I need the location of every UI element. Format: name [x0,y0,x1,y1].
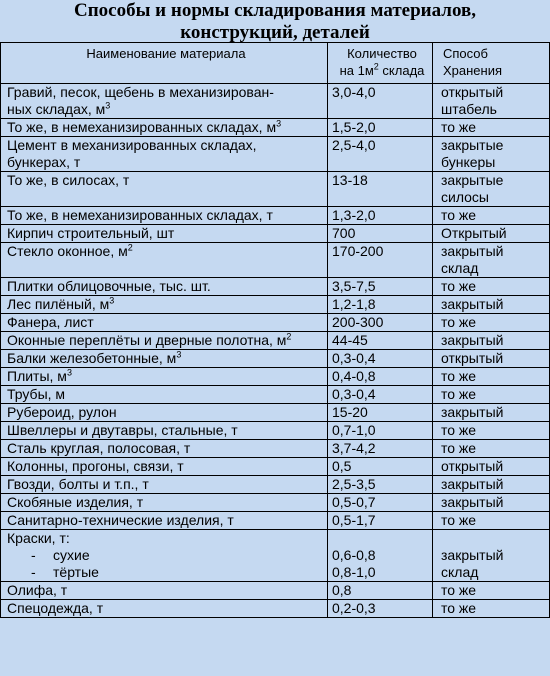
material-name: То же, в немеханизированных складах, т [7,207,273,223]
storage-method-cell [433,600,550,618]
table-row [1,386,550,404]
material-subitem [7,547,327,564]
material-name-cell [1,368,328,386]
material-name: Краски, т: [7,530,70,546]
material-name-cell [1,404,328,422]
material-name: Сталь круглая, полосовая, т [7,440,191,456]
table-row [1,296,550,314]
table-row [1,314,550,332]
storage-method-cell [433,404,550,422]
material-name: То же, в немеханизированных складах, $м^3$ [7,118,282,135]
material-name: Кирпич строительный, шт [7,225,175,241]
header-material-name: Наименование материала [1,43,328,84]
storage-method-cell [433,494,550,512]
table-row [1,350,550,368]
storage-method-cell [433,84,550,119]
quantity-cell: 1,5-2,0 [328,119,433,137]
storage-method-cell [433,172,550,207]
quantity-cell: 0,5-1,7 [328,512,433,530]
storage-method-cell [433,458,550,476]
title-line-1: Способы и нормы складирования материалов, [74,0,476,21]
table-row-paints [1,530,550,582]
table-row [1,494,550,512]
storage-method-cell [433,243,550,278]
quantity-cell: 3,7-4,2 [328,440,433,458]
header-quantity: Количество на $1м^2$ склада [328,43,433,84]
table-row [1,440,550,458]
storage-method: открытый [441,350,504,366]
storage-method: открытый [441,84,504,100]
storage-method-cell [433,278,550,296]
storage-method-cell [433,582,550,600]
material-name: Стекло оконное, $м^2$ [7,242,133,259]
quantity-cell [328,530,433,582]
table-row [1,243,550,278]
unit-exponent: 3 [176,349,182,360]
quantity-cell: 0,5-0,7 [328,494,433,512]
material-name: Санитарно-технические изделия, т [7,512,234,528]
storage-method: закрытые [441,172,504,188]
material-name: Плитки облицовочные, тыс. шт. [7,278,211,294]
quantity-cell: 2,5-4,0 [328,137,433,172]
storage-method-cell [433,119,550,137]
material-name: Плиты, $м^3$ [7,367,72,384]
storage-method-cell [433,440,550,458]
material-name-cell [1,530,328,582]
storage-method-cell [433,314,550,332]
material-name-cell [1,314,328,332]
material-name-cell [1,332,328,350]
storage-method: то же [441,386,477,402]
material-name-cell [1,386,328,404]
storage-method-continued: силосы [441,189,489,205]
material-name: Оконные переплёты и дверные полотна, $м^2$ [7,331,292,348]
material-name: Рубероид, рулон [7,404,117,420]
material-name-cell [1,422,328,440]
storage-method-cell [433,350,550,368]
quantity-cell: 0,4-0,8 [328,368,433,386]
unit-exponent: 3 [105,100,111,111]
storage-method-cell [433,332,550,350]
material-name-cell [1,207,328,225]
storage-method: то же [441,207,477,223]
material-name: Колонны, прогоны, связи, т [7,458,184,474]
storage-method: закрытый [441,404,504,420]
storage-method: открытый [441,458,504,474]
material-name-cell [1,476,328,494]
material-name-cell [1,350,328,368]
table-row [1,422,550,440]
quantity-cell: 1,3-2,0 [328,207,433,225]
table-row [1,476,550,494]
storage-method-cell [433,368,550,386]
quantity-cell: 1,2-1,8 [328,296,433,314]
storage-method: закрытый [441,243,504,259]
storage-method-continued: склад [441,564,479,580]
material-name: Спецодежда, т [7,600,104,616]
table-row [1,225,550,243]
quantity-cell: 44-45 [328,332,433,350]
quantity-cell: 170-200 [328,243,433,278]
quantity-cell: 13-18 [328,172,433,207]
page-title [0,0,550,42]
storage-norms-table [0,42,550,618]
material-name: То же, в силосах, т [7,172,130,188]
quantity-cell: 0,8 [328,582,433,600]
table-row [1,368,550,386]
quantity-cell: 0,2-0,3 [328,600,433,618]
storage-method: закрытый [441,494,504,510]
storage-method-cell [433,225,550,243]
table-row [1,332,550,350]
table-row [1,404,550,422]
storage-method-continued: бункеры [441,154,496,170]
table-row [1,582,550,600]
table-row [1,458,550,476]
material-name: Олифа, т [7,582,68,598]
material-name: Скобяные изделия, т [7,494,144,510]
storage-method-continued: склад [441,260,479,276]
material-name-cell [1,494,328,512]
material-name-cell [1,172,328,207]
material-name: Лес пилёный, $м^3$ [7,295,115,312]
storage-method: то же [441,119,477,135]
subitem-label: тёртые [53,564,99,580]
table-row [1,172,550,207]
quantity-cell: 0,5 [328,458,433,476]
storage-method: закрытый [441,296,504,312]
material-name: Фанера, лист [7,314,94,330]
table-row [1,119,550,137]
material-name: Швеллеры и двутавры, стальные, т [7,422,238,438]
material-name: Трубы, м [7,386,66,402]
storage-method-cell [433,296,550,314]
storage-method-cell [433,422,550,440]
material-name-cell [1,440,328,458]
quantity-cell: 15-20 [328,404,433,422]
subitem-dash: - [31,564,36,580]
quantity-cell: 3,5-7,5 [328,278,433,296]
subitem-dash: - [31,547,36,563]
material-name-cell [1,225,328,243]
quantity-value: 0,6-0,8 [332,547,376,563]
unit-exponent: 2 [286,331,292,342]
storage-method: то же [441,422,477,438]
unit-exponent: 3 [276,118,282,129]
material-name-cell [1,84,328,119]
material-name-cell [1,243,328,278]
table-row [1,137,550,172]
storage-method-cell [433,207,550,225]
quantity-cell: 3,0-4,0 [328,84,433,119]
storage-method: то же [441,582,477,598]
material-name-cell [1,296,328,314]
material-name-cell [1,119,328,137]
material-name-cell [1,600,328,618]
material-name-cell [1,137,328,172]
storage-method-cell [433,476,550,494]
material-name: Цемент в механизированных складах, [7,137,257,153]
table-row [1,600,550,618]
table-header-row [1,43,550,84]
storage-method: закрытый [441,476,504,492]
material-name: Балки железобетонные, $м^3$ [7,349,182,366]
storage-method-cell [433,512,550,530]
storage-method: закрытые [441,137,504,153]
material-name: Гравий, песок, щебень в механизирован- [7,84,274,100]
material-name-continued: ных складах, $м^3$ [7,100,111,117]
table-row [1,278,550,296]
material-subitem [7,564,327,581]
storage-method: закрытый [441,547,504,563]
storage-method: то же [441,600,477,616]
material-name-continued: бункерах, т [7,154,81,170]
storage-method: то же [441,368,477,384]
quantity-cell: 700 [328,225,433,243]
quantity-cell: 0,7-1,0 [328,422,433,440]
storage-method: Открытый [441,225,507,241]
material-name-cell [1,512,328,530]
table-row [1,512,550,530]
material-name: Гвозди, болты и т.п., т [7,476,149,492]
table-row [1,207,550,225]
quantity-cell: 2,5-3,5 [328,476,433,494]
material-name-cell [1,278,328,296]
storage-method-cell [433,530,550,582]
title-line-2: конструкций, деталей [180,22,370,43]
material-name-cell [1,582,328,600]
storage-method: закрытый [441,332,504,348]
unit-exponent: 3 [109,295,115,306]
storage-method-cell [433,386,550,404]
material-name-cell [1,458,328,476]
quantity-value: 0,8-1,0 [332,564,376,580]
storage-method: то же [441,512,477,528]
storage-method-continued: штабель [441,101,497,117]
quantity-cell: 0,3-0,4 [328,386,433,404]
quantity-cell: 200-300 [328,314,433,332]
unit-exponent: 2 [127,242,133,253]
storage-method-cell [433,137,550,172]
storage-method: то же [441,278,477,294]
subitem-label: сухие [53,547,90,563]
table-row [1,84,550,119]
quantity-cell: 0,3-0,4 [328,350,433,368]
unit-exponent: 3 [66,367,72,378]
header-storage-method: Способ Хранения [433,43,550,84]
storage-method: то же [441,440,477,456]
storage-method: то же [441,314,477,330]
